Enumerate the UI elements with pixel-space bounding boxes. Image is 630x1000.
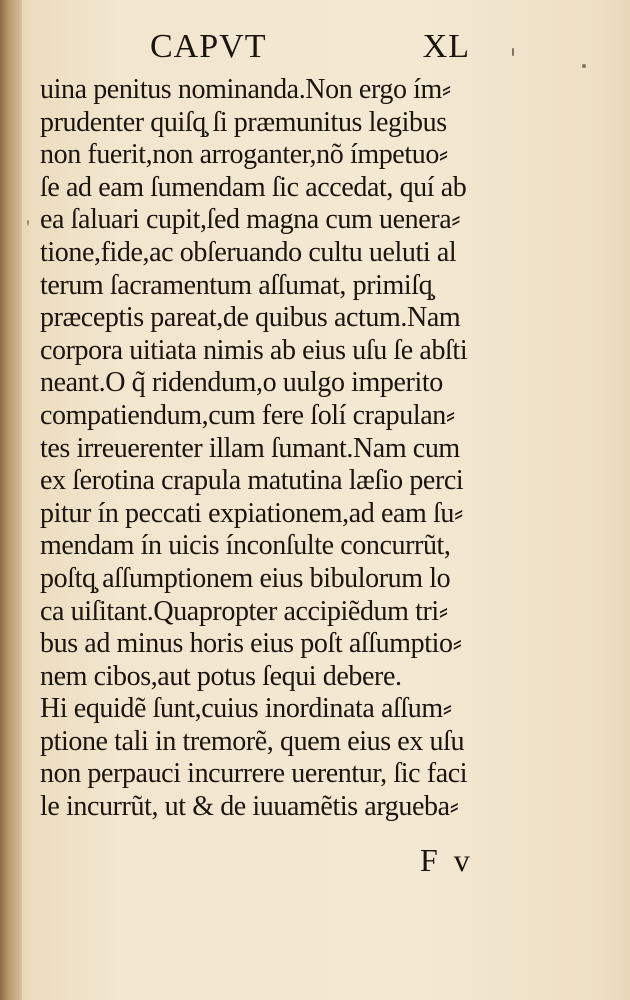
text-line: neant.O q̃ ridendum,o uulgo imperito [40,367,443,399]
adjacent-page-bleed [4,180,30,276]
text-line: le incurrũt, ut & de iuuamẽtis argueba⸗ [40,791,459,823]
text-line: pitur ín peccati expiationem,ad eam ſu⸗ [40,497,463,529]
text-line: terum ſacramentum aſſumat, primiſq̧ [40,269,433,301]
text-line: Hi equidẽ ſunt,cuius inordinata aſſum⸗ [40,693,452,725]
text-line: ea ſaluari cupit,ſed magna cum uenera⸗ [40,204,461,236]
text-line: poſtq̧ aſſumptionem eius bibulorum lo [40,562,451,594]
text-line: tione,fide,ac obſeruando cultu ueluti al [40,236,457,268]
binding-gutter [0,0,22,1000]
text-line: ca uiſitant.Quapropter accipiẽdum tri⸗ [40,595,448,627]
ink-speck [582,64,586,68]
text-line: prudenter quiſq̧ ſi præmunitus legibus [40,106,447,138]
signature-mark: F v [420,842,474,878]
ink-speck [512,48,514,56]
text-line: corpora uitiata nimis ab eius uſu ſe abſti [40,334,468,366]
text-line: præceptis pareat,de quibus actum.Nam [40,302,461,334]
text-line: nem cibos,aut potus ſequi debere. [40,660,402,692]
bleed-mark: ' [26,215,30,240]
chapter-number: XL [422,28,470,65]
text-line: tes irreuerenter illam ſumant.Nam cum [40,432,460,464]
running-title: CAPVT [150,28,267,65]
page-header [150,28,480,72]
text-line: non fuerit,non arroganter,nõ ímpetuo⸗ [40,139,448,171]
text-line: non perpauci incurrere uerentur, ſic faci [40,758,468,790]
body-text [40,74,560,824]
text-line: compatiendum,cum fere ſolí crapulan⸗ [40,399,455,431]
text-line: ptione tali in tremorẽ, quem eius ex uſu [40,725,465,757]
text-line: ex ſerotina crapula matutina læſio perci [40,465,464,497]
text-line: mendam ín uicis ínconſulte concurrũt, [40,530,451,562]
text-line: bus ad minus horis eius poſt aſſumptio⸗ [40,628,462,660]
text-line: uina penitus nominanda.Non ergo ím⸗ [40,74,451,105]
text-line: ſe ad eam ſumendam ſic accedat, quí ab [40,171,467,203]
